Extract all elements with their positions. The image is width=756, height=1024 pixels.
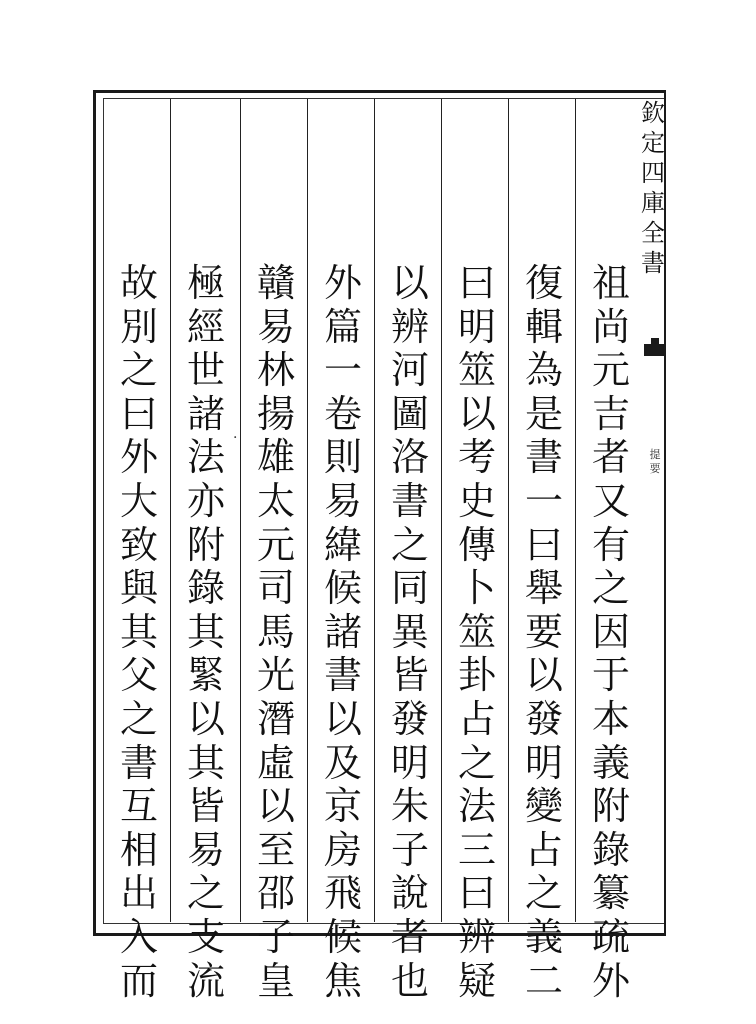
character: 雄 <box>256 435 295 480</box>
character: 之 <box>524 871 563 916</box>
character: 京 <box>323 784 362 829</box>
character: 全 <box>641 219 665 247</box>
character: 至 <box>256 827 295 872</box>
character: 其 <box>186 740 225 785</box>
character: 流 <box>186 958 225 1003</box>
character: 則 <box>323 435 362 480</box>
character: 以 <box>186 696 225 741</box>
character: 附 <box>591 784 630 829</box>
character: 揚 <box>256 391 295 436</box>
character: 明 <box>390 740 429 785</box>
character: 義 <box>524 914 563 959</box>
character: 之 <box>119 348 158 393</box>
character: 父 <box>119 653 158 698</box>
character: 錄 <box>186 566 225 611</box>
character: 易 <box>323 478 362 523</box>
character: 皇 <box>256 958 295 1003</box>
character: 疑 <box>457 958 496 1003</box>
column-rule <box>374 99 375 922</box>
character: 諸 <box>323 609 362 654</box>
character: 者 <box>591 435 630 480</box>
character: 又 <box>591 478 630 523</box>
column-rule <box>441 99 442 922</box>
character: 復 <box>524 261 563 305</box>
character: 飛 <box>323 871 362 916</box>
character: 之 <box>186 871 225 916</box>
character: 辨 <box>457 914 496 959</box>
character: 卦 <box>457 653 496 698</box>
character: 義 <box>591 740 630 785</box>
character: 與 <box>119 566 158 611</box>
character: 附 <box>186 522 225 567</box>
character: 同 <box>390 566 429 611</box>
text-column-3 <box>451 262 503 1003</box>
character: 房 <box>323 827 362 872</box>
character: 曰 <box>524 522 563 567</box>
character: 太 <box>256 478 295 523</box>
character: 書 <box>641 249 665 277</box>
column-rule <box>575 99 576 922</box>
character: 以 <box>524 653 563 698</box>
character: 易 <box>256 304 295 349</box>
character: 皆 <box>186 784 225 829</box>
character: 發 <box>524 696 563 741</box>
character: 占 <box>457 696 496 741</box>
character: 以 <box>323 696 362 741</box>
character: 焦 <box>323 958 362 1003</box>
character: 曰 <box>457 261 496 305</box>
fishtail-mark <box>651 338 659 344</box>
character: 互 <box>119 784 158 829</box>
character: 其 <box>119 609 158 654</box>
character: 纂 <box>591 871 630 916</box>
character: 因 <box>591 609 630 654</box>
character: 皆 <box>390 653 429 698</box>
character: 大 <box>119 478 158 523</box>
text-column-4 <box>384 262 436 1003</box>
character: 朱 <box>390 784 429 829</box>
character: 祖 <box>591 261 630 305</box>
character: 異 <box>390 609 429 654</box>
character: 之 <box>591 566 630 611</box>
character: 明 <box>524 740 563 785</box>
character: 入 <box>119 914 158 959</box>
character: 二 <box>524 958 563 1003</box>
character: 洛 <box>390 435 429 480</box>
character: 馬 <box>256 609 295 654</box>
character: 河 <box>390 348 429 393</box>
character: 外 <box>323 261 362 305</box>
character: 法 <box>186 435 225 480</box>
character: 潛 <box>256 696 295 741</box>
character: 發 <box>390 696 429 741</box>
character: 邵 <box>256 871 295 916</box>
character: 之 <box>119 696 158 741</box>
character: 諸 <box>186 391 225 436</box>
character: 以 <box>390 261 429 305</box>
character: 法 <box>457 784 496 829</box>
character: 而 <box>119 958 158 1003</box>
character: 經 <box>186 304 225 349</box>
character: 舉 <box>524 566 563 611</box>
character: 也 <box>390 958 429 1003</box>
character: 虛 <box>256 740 295 785</box>
character: 之 <box>390 522 429 567</box>
character: 曰 <box>457 871 496 916</box>
character: 故 <box>119 261 158 305</box>
character: 司 <box>256 566 295 611</box>
character: 筮 <box>457 609 496 654</box>
spine-title <box>640 98 666 278</box>
character: 一 <box>524 478 563 523</box>
text-column-1 <box>585 262 637 1003</box>
character: 是 <box>524 391 563 436</box>
character: 明 <box>457 304 496 349</box>
spine-subtitle <box>648 448 662 476</box>
column-rule <box>240 99 241 922</box>
character: 極 <box>186 261 225 305</box>
character: 贛 <box>256 261 295 305</box>
character: 于 <box>591 653 630 698</box>
character: 尚 <box>591 304 630 349</box>
character: 史 <box>457 478 496 523</box>
character: 書 <box>524 435 563 480</box>
text-column-7 <box>180 262 232 1003</box>
text-column-5 <box>317 262 369 1003</box>
character: 子 <box>256 914 295 959</box>
character: 候 <box>323 566 362 611</box>
character: 有 <box>591 522 630 567</box>
character: 緯 <box>323 522 362 567</box>
character: 卷 <box>323 391 362 436</box>
column-rule <box>307 99 308 922</box>
column-rule <box>508 99 509 922</box>
character: 吉 <box>591 391 630 436</box>
character: 書 <box>390 478 429 523</box>
character: 世 <box>186 348 225 393</box>
character: 錄 <box>591 827 630 872</box>
character: 欽 <box>641 99 665 127</box>
fishtail-mark <box>644 344 666 356</box>
character: 曰 <box>119 391 158 436</box>
character: 林 <box>256 348 295 393</box>
character: 提 <box>649 448 661 461</box>
character: 元 <box>591 348 630 393</box>
character: 變 <box>524 784 563 829</box>
character: 元 <box>256 522 295 567</box>
character: 之 <box>457 740 496 785</box>
character: 說 <box>390 871 429 916</box>
character: 篇 <box>323 304 362 349</box>
character: 易 <box>186 827 225 872</box>
character: 辨 <box>390 304 429 349</box>
character: 四 <box>641 159 665 187</box>
character: 本 <box>591 696 630 741</box>
character: 占 <box>524 827 563 872</box>
text-column-2 <box>518 262 570 1003</box>
character: 支 <box>186 914 225 959</box>
character: 及 <box>323 740 362 785</box>
text-column-8 <box>113 262 165 1003</box>
text-column-6 <box>250 262 302 1003</box>
character: 傳 <box>457 522 496 567</box>
character: 三 <box>457 827 496 872</box>
character: 筮 <box>457 348 496 393</box>
character: 要 <box>649 462 661 475</box>
character: 卜 <box>457 566 496 611</box>
character: 別 <box>119 304 158 349</box>
character: 一 <box>323 348 362 393</box>
character: 書 <box>323 653 362 698</box>
character: 候 <box>323 914 362 959</box>
character: 外 <box>591 958 630 1003</box>
character: 者 <box>390 914 429 959</box>
character: 考 <box>457 435 496 480</box>
character: 亦 <box>186 478 225 523</box>
character: 要 <box>524 609 563 654</box>
character: 以 <box>457 391 496 436</box>
character: 子 <box>390 827 429 872</box>
character: 為 <box>524 348 563 393</box>
character: 相 <box>119 827 158 872</box>
character: 以 <box>256 784 295 829</box>
character: 書 <box>119 740 158 785</box>
character: 外 <box>119 435 158 480</box>
character: 輯 <box>524 304 563 349</box>
character: 緊 <box>186 653 225 698</box>
character: 出 <box>119 871 158 916</box>
character: 疏 <box>591 914 630 959</box>
character: 其 <box>186 609 225 654</box>
character: 定 <box>641 129 665 157</box>
character: 圖 <box>390 391 429 436</box>
character: 光 <box>256 653 295 698</box>
dot-mark: · <box>233 430 238 446</box>
character: 庫 <box>641 189 665 217</box>
character: 致 <box>119 522 158 567</box>
column-rule <box>170 99 171 922</box>
